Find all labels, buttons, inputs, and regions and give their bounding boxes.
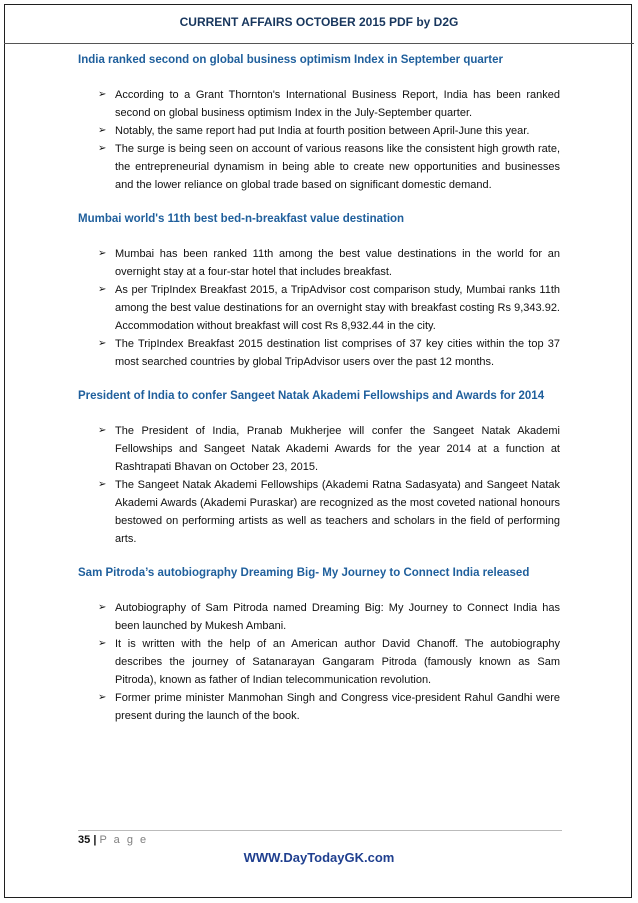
bullet-text: The President of India, Pranab Mukherjee will confer the Sangeet Natak Akademi Fellowships and Sangeet Natak Akademi Awards for the year 2014 at a function at Rashtrapati Bhavan on October 23, 2015. bbox=[115, 425, 560, 473]
bullet-text: Former prime minister Manmohan Singh and Congress vice-president Rahul Gandhi were present during the launch of the book. bbox=[115, 692, 560, 722]
bullet-text: According to a Grant Thornton's International Business Report, India has been ranked second on global business optimism Index in the July-September quarter. bbox=[115, 89, 560, 119]
bullet-text: The Sangeet Natak Akademi Fellowships (Akademi Ratna Sadasyata) and Sangeet Natak Akademi Awards (Akademi Puraskar) are recognized as the most coveted national honours bestowed on performing artists as well as teachers and scholars in the field of performing arts. bbox=[115, 479, 560, 545]
list-item bbox=[78, 245, 560, 281]
page-number bbox=[78, 834, 148, 846]
list-item bbox=[78, 635, 560, 689]
page-number-separator: | bbox=[93, 834, 97, 846]
arrow-bullet-icon: ➢ bbox=[98, 248, 107, 259]
arrow-bullet-icon: ➢ bbox=[98, 284, 107, 295]
bullet-list bbox=[78, 86, 560, 194]
list-item bbox=[78, 86, 560, 122]
bullet-text: The TripIndex Breakfast 2015 destination list comprises of 37 key cities within the top 37 most searched countries by global TripAdvisor users over the past 12 months. bbox=[115, 338, 560, 368]
section-title: Sam Pitroda’s autobiography Dreaming Big- My Journey to Connect India released bbox=[78, 567, 530, 579]
arrow-bullet-icon: ➢ bbox=[98, 425, 107, 436]
list-item bbox=[78, 689, 560, 725]
footer-divider bbox=[78, 830, 562, 831]
arrow-bullet-icon: ➢ bbox=[98, 602, 107, 613]
section-title: India ranked second on global business optimism Index in September quarter bbox=[78, 54, 503, 66]
bullet-text: Notably, the same report had put India at fourth position between April-June this year. bbox=[115, 125, 530, 137]
bullet-list bbox=[78, 599, 560, 725]
list-item bbox=[78, 335, 560, 371]
arrow-bullet-icon: ➢ bbox=[98, 125, 107, 136]
arrow-bullet-icon: ➢ bbox=[98, 89, 107, 100]
list-item bbox=[78, 281, 560, 335]
page-header-title: CURRENT AFFAIRS OCTOBER 2015 PDF by D2G bbox=[179, 15, 459, 29]
bullet-text: As per TripIndex Breakfast 2015, a TripAdvisor cost comparison study, Mumbai ranks 11th among the best value destinations for an overnight stay with breakfast costing Rs 9,343.92. Accommodation without breakfast will cost Rs 8,932.44 in the city. bbox=[115, 284, 560, 332]
arrow-bullet-icon: ➢ bbox=[98, 638, 107, 649]
arrow-bullet-icon: ➢ bbox=[98, 692, 107, 703]
list-item bbox=[78, 140, 560, 194]
arrow-bullet-icon: ➢ bbox=[98, 143, 107, 154]
bullet-text: Autobiography of Sam Pitroda named Dreaming Big: My Journey to Connect India has been launched by Mukesh Ambani. bbox=[115, 602, 560, 632]
website-link[interactable]: WWW.DayTodayGK.com bbox=[243, 850, 395, 865]
article-content bbox=[78, 52, 560, 742]
page-number-value: 35 bbox=[78, 834, 91, 846]
list-item bbox=[78, 422, 560, 476]
header-divider bbox=[4, 43, 634, 44]
list-item bbox=[78, 599, 560, 635]
arrow-bullet-icon: ➢ bbox=[98, 338, 107, 349]
list-item bbox=[78, 122, 560, 140]
bullet-list bbox=[78, 245, 560, 371]
list-item bbox=[78, 476, 560, 548]
bullet-text: It is written with the help of an American author David Chanoff. The autobiography describes the journey of Satanarayan Gangaram Pitroda (famously known as Sam Pitroda), known as father of Indian telecommunication revolution. bbox=[115, 638, 560, 686]
section-title: President of India to confer Sangeet Natak Akademi Fellowships and Awards for 2014 bbox=[78, 390, 545, 402]
bullet-text: The surge is being seen on account of various reasons like the consistent high growth rate, the entrepreneurial dynamism in being able to create new opportunities and businesses and the lower reliance on global trade based on significant domestic demand. bbox=[115, 143, 560, 191]
arrow-bullet-icon: ➢ bbox=[98, 479, 107, 490]
bullet-text: Mumbai has been ranked 11th among the best value destinations in the world for an overnight stay at a four-star hotel that includes breakfast. bbox=[115, 248, 560, 278]
page-label: P a g e bbox=[99, 834, 149, 846]
section-title: Mumbai world's 11th best bed-n-breakfast value destination bbox=[78, 213, 405, 225]
bullet-list bbox=[78, 422, 560, 548]
